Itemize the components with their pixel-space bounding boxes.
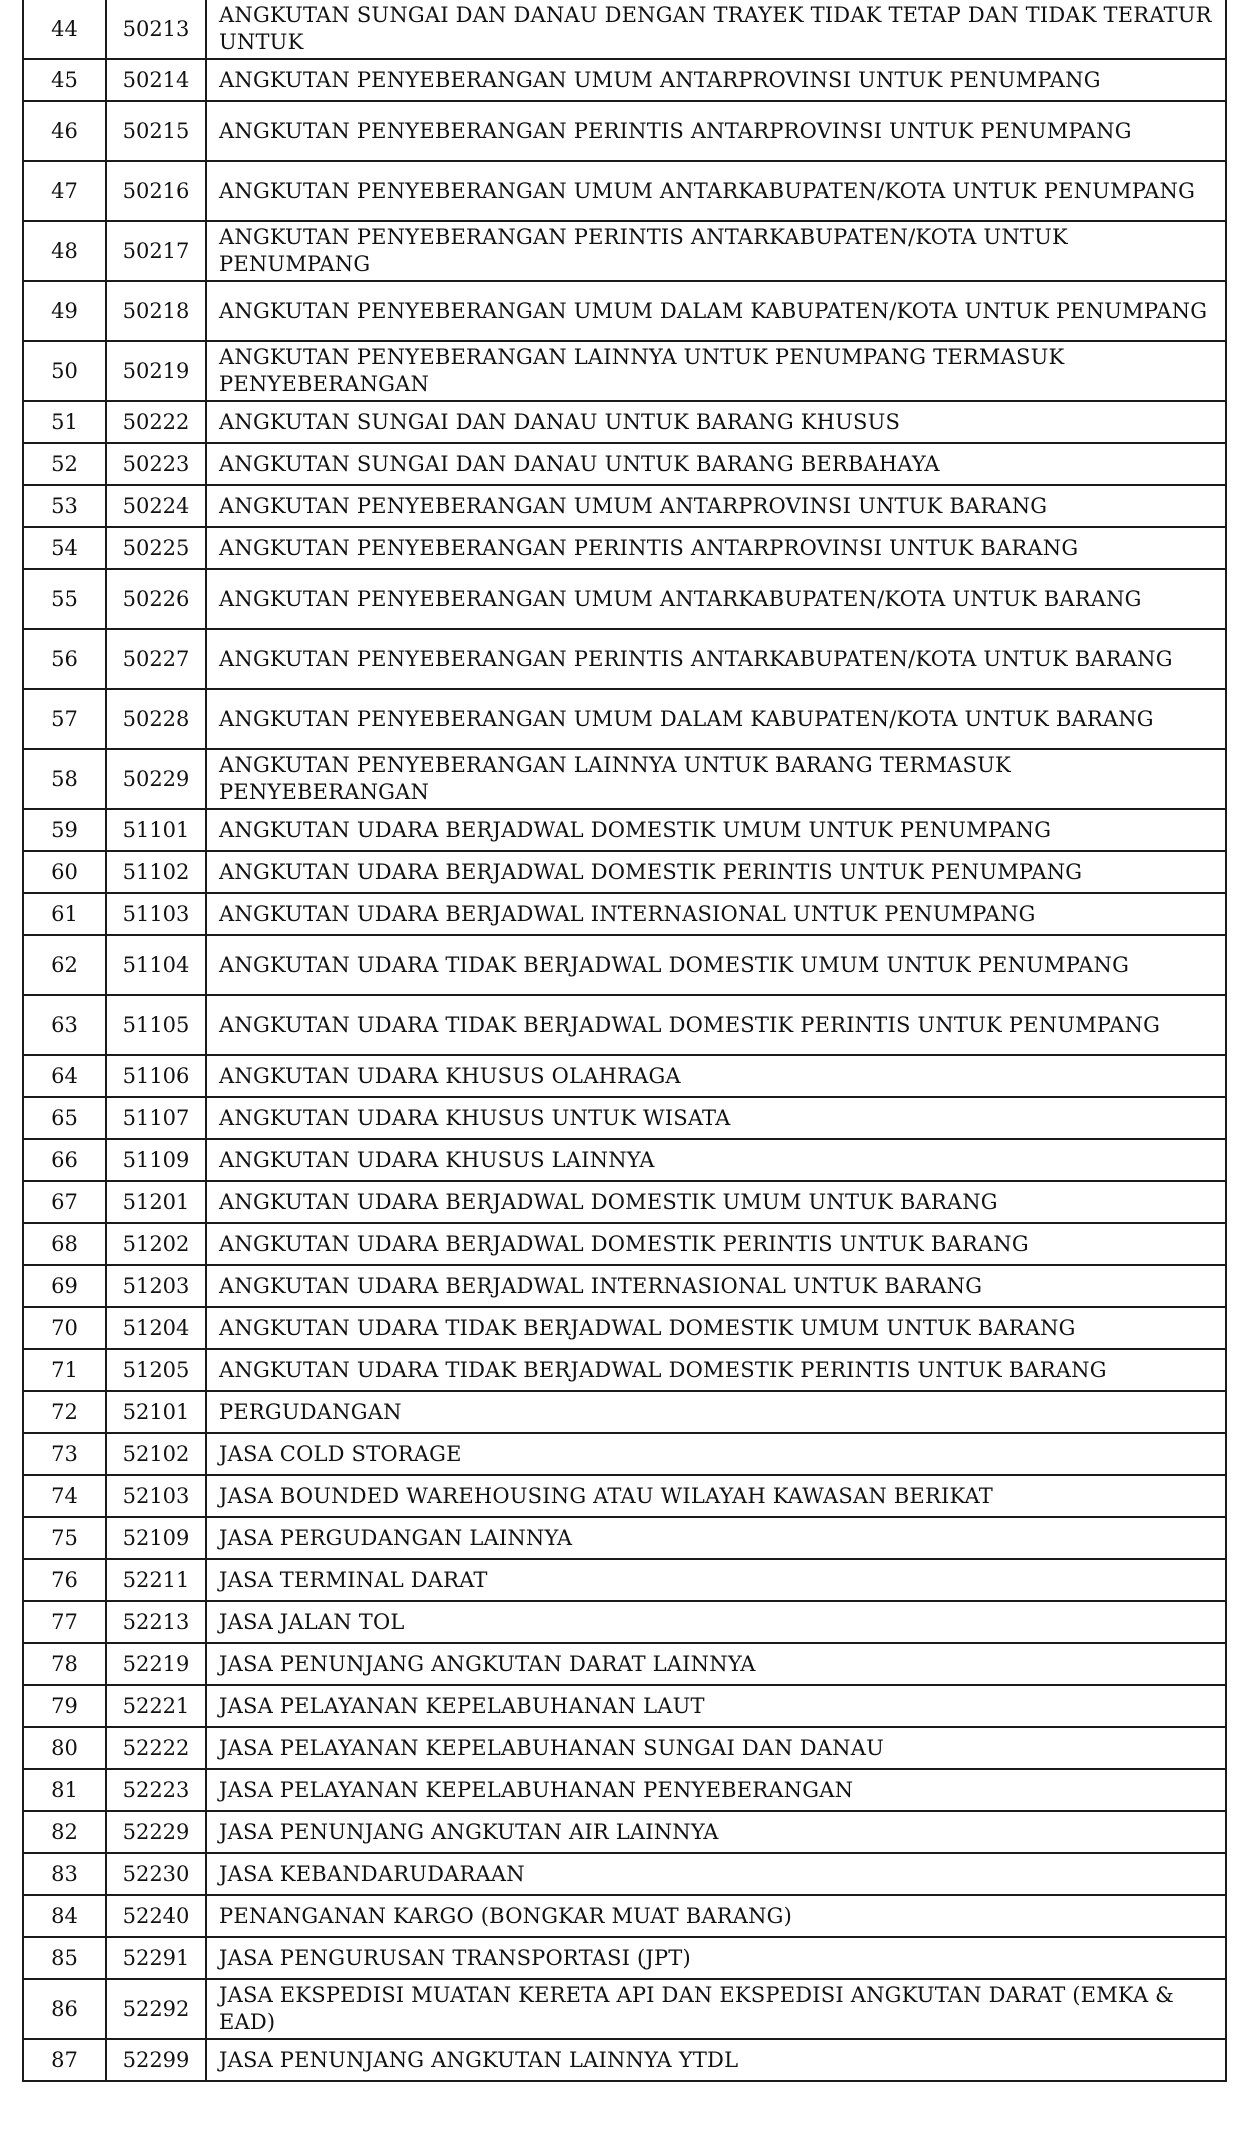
kbli-code-cell: 51203 xyxy=(106,1265,206,1307)
kbli-code-cell: 50227 xyxy=(106,629,206,689)
description-cell: ANGKUTAN PENYEBERANGAN UMUM ANTARPROVINSI UNTUK PENUMPANG xyxy=(206,59,1226,101)
description-cell: ANGKUTAN UDARA BERJADWAL DOMESTIK UMUM UNTUK BARANG xyxy=(206,1181,1226,1223)
description-cell: JASA KEBANDARUDARAAN xyxy=(206,1853,1226,1895)
table-row xyxy=(23,1307,1226,1349)
row-number-cell: 59 xyxy=(23,809,106,851)
description-cell: JASA PELAYANAN KEPELABUHANAN SUNGAI DAN DANAU xyxy=(206,1727,1226,1769)
description-cell: ANGKUTAN PENYEBERANGAN PERINTIS ANTARPROVINSI UNTUK BARANG xyxy=(206,527,1226,569)
description-cell: ANGKUTAN PENYEBERANGAN PERINTIS ANTARKABUPATEN/KOTA UNTUK PENUMPANG xyxy=(206,221,1226,281)
kbli-code-cell: 50223 xyxy=(106,443,206,485)
kbli-code-cell: 52219 xyxy=(106,1643,206,1685)
description-cell: ANGKUTAN UDARA TIDAK BERJADWAL DOMESTIK PERINTIS UNTUK PENUMPANG xyxy=(206,995,1226,1055)
description-cell: ANGKUTAN PENYEBERANGAN LAINNYA UNTUK BARANG TERMASUK PENYEBERANGAN xyxy=(206,749,1226,809)
kbli-code-cell: 52240 xyxy=(106,1895,206,1937)
kbli-code-cell: 51105 xyxy=(106,995,206,1055)
description-cell: JASA PERGUDANGAN LAINNYA xyxy=(206,1517,1226,1559)
row-number-cell: 49 xyxy=(23,281,106,341)
description-cell: ANGKUTAN PENYEBERANGAN UMUM DALAM KABUPATEN/KOTA UNTUK PENUMPANG xyxy=(206,281,1226,341)
kbli-code-cell: 52229 xyxy=(106,1811,206,1853)
description-cell: ANGKUTAN SUNGAI DAN DANAU DENGAN TRAYEK TIDAK TETAP DAN TIDAK TERATUR UNTUK xyxy=(206,0,1226,59)
kbli-code-cell: 52292 xyxy=(106,1979,206,2039)
description-cell: ANGKUTAN UDARA KHUSUS UNTUK WISATA xyxy=(206,1097,1226,1139)
kbli-code-cell: 52211 xyxy=(106,1559,206,1601)
row-number-cell: 81 xyxy=(23,1769,106,1811)
table-row xyxy=(23,485,1226,527)
description-cell: ANGKUTAN UDARA BERJADWAL INTERNASIONAL UNTUK PENUMPANG xyxy=(206,893,1226,935)
row-number-cell: 55 xyxy=(23,569,106,629)
row-number-cell: 69 xyxy=(23,1265,106,1307)
description-cell: JASA TERMINAL DARAT xyxy=(206,1559,1226,1601)
table-row xyxy=(23,1853,1226,1895)
kbli-code-cell: 52103 xyxy=(106,1475,206,1517)
table-row xyxy=(23,59,1226,101)
kbli-code-cell: 51204 xyxy=(106,1307,206,1349)
kbli-code-cell: 52101 xyxy=(106,1391,206,1433)
kbli-code-cell: 51103 xyxy=(106,893,206,935)
kbli-code-cell: 50217 xyxy=(106,221,206,281)
table-row xyxy=(23,1097,1226,1139)
table-row xyxy=(23,1475,1226,1517)
kbli-code-cell: 52109 xyxy=(106,1517,206,1559)
kbli-code-cell: 50228 xyxy=(106,689,206,749)
row-number-cell: 57 xyxy=(23,689,106,749)
table-row xyxy=(23,221,1226,281)
kbli-code-cell: 50226 xyxy=(106,569,206,629)
table-row xyxy=(23,1265,1226,1307)
table-row xyxy=(23,569,1226,629)
row-number-cell: 58 xyxy=(23,749,106,809)
row-number-cell: 72 xyxy=(23,1391,106,1433)
row-number-cell: 70 xyxy=(23,1307,106,1349)
row-number-cell: 61 xyxy=(23,893,106,935)
row-number-cell: 87 xyxy=(23,2039,106,2081)
table-row xyxy=(23,893,1226,935)
table-row xyxy=(23,2039,1226,2081)
row-number-cell: 83 xyxy=(23,1853,106,1895)
table-row xyxy=(23,161,1226,221)
kbli-code-cell: 52299 xyxy=(106,2039,206,2081)
row-number-cell: 50 xyxy=(23,341,106,401)
kbli-code-cell: 50213 xyxy=(106,0,206,59)
table-row xyxy=(23,0,1226,59)
table-row xyxy=(23,1559,1226,1601)
row-number-cell: 63 xyxy=(23,995,106,1055)
table-row xyxy=(23,527,1226,569)
table-row xyxy=(23,1055,1226,1097)
kbli-code-cell: 52230 xyxy=(106,1853,206,1895)
table-row xyxy=(23,101,1226,161)
kbli-code-cell: 51104 xyxy=(106,935,206,995)
description-cell: ANGKUTAN PENYEBERANGAN LAINNYA UNTUK PENUMPANG TERMASUK PENYEBERANGAN xyxy=(206,341,1226,401)
table-row xyxy=(23,851,1226,893)
table-row xyxy=(23,1895,1226,1937)
table-row xyxy=(23,749,1226,809)
description-cell: JASA PELAYANAN KEPELABUHANAN PENYEBERANGAN xyxy=(206,1769,1226,1811)
table-row xyxy=(23,689,1226,749)
table-row xyxy=(23,935,1226,995)
kbli-code-cell: 51102 xyxy=(106,851,206,893)
row-number-cell: 79 xyxy=(23,1685,106,1727)
table-row xyxy=(23,995,1226,1055)
description-cell: JASA PENUNJANG ANGKUTAN AIR LAINNYA xyxy=(206,1811,1226,1853)
description-cell: PENANGANAN KARGO (BONGKAR MUAT BARANG) xyxy=(206,1895,1226,1937)
table-row xyxy=(23,1979,1226,2039)
row-number-cell: 86 xyxy=(23,1979,106,2039)
row-number-cell: 77 xyxy=(23,1601,106,1643)
row-number-cell: 75 xyxy=(23,1517,106,1559)
kbli-code-cell: 50218 xyxy=(106,281,206,341)
row-number-cell: 78 xyxy=(23,1643,106,1685)
table-row xyxy=(23,1727,1226,1769)
row-number-cell: 66 xyxy=(23,1139,106,1181)
table-row xyxy=(23,1601,1226,1643)
table-row xyxy=(23,1517,1226,1559)
description-cell: JASA PENGURUSAN TRANSPORTASI (JPT) xyxy=(206,1937,1226,1979)
table-row xyxy=(23,341,1226,401)
row-number-cell: 47 xyxy=(23,161,106,221)
description-cell: ANGKUTAN UDARA BERJADWAL DOMESTIK UMUM UNTUK PENUMPANG xyxy=(206,809,1226,851)
row-number-cell: 54 xyxy=(23,527,106,569)
description-cell: JASA PENUNJANG ANGKUTAN LAINNYA YTDL xyxy=(206,2039,1226,2081)
kbli-code-cell: 50214 xyxy=(106,59,206,101)
description-cell: PERGUDANGAN xyxy=(206,1391,1226,1433)
row-number-cell: 53 xyxy=(23,485,106,527)
kbli-code-cell: 50222 xyxy=(106,401,206,443)
row-number-cell: 51 xyxy=(23,401,106,443)
table-row xyxy=(23,1139,1226,1181)
kbli-code-cell: 52102 xyxy=(106,1433,206,1475)
row-number-cell: 52 xyxy=(23,443,106,485)
table-row xyxy=(23,1769,1226,1811)
table-row xyxy=(23,1811,1226,1853)
description-cell: JASA PELAYANAN KEPELABUHANAN LAUT xyxy=(206,1685,1226,1727)
row-number-cell: 76 xyxy=(23,1559,106,1601)
description-cell: ANGKUTAN UDARA TIDAK BERJADWAL DOMESTIK PERINTIS UNTUK BARANG xyxy=(206,1349,1226,1391)
table-row xyxy=(23,1349,1226,1391)
table-row xyxy=(23,809,1226,851)
description-cell: ANGKUTAN PENYEBERANGAN PERINTIS ANTARKABUPATEN/KOTA UNTUK BARANG xyxy=(206,629,1226,689)
kbli-code-cell: 52213 xyxy=(106,1601,206,1643)
row-number-cell: 84 xyxy=(23,1895,106,1937)
row-number-cell: 73 xyxy=(23,1433,106,1475)
table-row xyxy=(23,1643,1226,1685)
description-cell: ANGKUTAN UDARA KHUSUS OLAHRAGA xyxy=(206,1055,1226,1097)
row-number-cell: 74 xyxy=(23,1475,106,1517)
description-cell: JASA COLD STORAGE xyxy=(206,1433,1226,1475)
description-cell: ANGKUTAN UDARA TIDAK BERJADWAL DOMESTIK UMUM UNTUK PENUMPANG xyxy=(206,935,1226,995)
description-cell: ANGKUTAN PENYEBERANGAN UMUM ANTARKABUPATEN/KOTA UNTUK PENUMPANG xyxy=(206,161,1226,221)
table-row xyxy=(23,281,1226,341)
table-row xyxy=(23,443,1226,485)
description-cell: ANGKUTAN PENYEBERANGAN UMUM DALAM KABUPATEN/KOTA UNTUK BARANG xyxy=(206,689,1226,749)
table-row xyxy=(23,629,1226,689)
table-body xyxy=(23,0,1226,2081)
description-cell: ANGKUTAN SUNGAI DAN DANAU UNTUK BARANG BERBAHAYA xyxy=(206,443,1226,485)
row-number-cell: 48 xyxy=(23,221,106,281)
row-number-cell: 45 xyxy=(23,59,106,101)
description-cell: JASA JALAN TOL xyxy=(206,1601,1226,1643)
row-number-cell: 82 xyxy=(23,1811,106,1853)
description-cell: ANGKUTAN UDARA TIDAK BERJADWAL DOMESTIK UMUM UNTUK BARANG xyxy=(206,1307,1226,1349)
description-cell: ANGKUTAN PENYEBERANGAN PERINTIS ANTARPROVINSI UNTUK PENUMPANG xyxy=(206,101,1226,161)
kbli-code-cell: 51101 xyxy=(106,809,206,851)
row-number-cell: 80 xyxy=(23,1727,106,1769)
description-cell: ANGKUTAN PENYEBERANGAN UMUM ANTARKABUPATEN/KOTA UNTUK BARANG xyxy=(206,569,1226,629)
table-row xyxy=(23,1937,1226,1979)
row-number-cell: 56 xyxy=(23,629,106,689)
kbli-code-cell: 52223 xyxy=(106,1769,206,1811)
row-number-cell: 60 xyxy=(23,851,106,893)
description-cell: ANGKUTAN UDARA BERJADWAL INTERNASIONAL UNTUK BARANG xyxy=(206,1265,1226,1307)
row-number-cell: 68 xyxy=(23,1223,106,1265)
description-cell: ANGKUTAN UDARA BERJADWAL DOMESTIK PERINTIS UNTUK PENUMPANG xyxy=(206,851,1226,893)
description-cell: JASA PENUNJANG ANGKUTAN DARAT LAINNYA xyxy=(206,1643,1226,1685)
kbli-code-cell: 51205 xyxy=(106,1349,206,1391)
description-cell: JASA EKSPEDISI MUATAN KERETA API DAN EKSPEDISI ANGKUTAN DARAT (EMKA & EAD) xyxy=(206,1979,1226,2039)
table-row xyxy=(23,1391,1226,1433)
description-cell: JASA BOUNDED WAREHOUSING ATAU WILAYAH KAWASAN BERIKAT xyxy=(206,1475,1226,1517)
kbli-code-cell: 50216 xyxy=(106,161,206,221)
kbli-code-cell: 50225 xyxy=(106,527,206,569)
kbli-code-cell: 52291 xyxy=(106,1937,206,1979)
row-number-cell: 46 xyxy=(23,101,106,161)
description-cell: ANGKUTAN SUNGAI DAN DANAU UNTUK BARANG KHUSUS xyxy=(206,401,1226,443)
kbli-code-cell: 51201 xyxy=(106,1181,206,1223)
table-row xyxy=(23,1433,1226,1475)
kbli-code-cell: 51109 xyxy=(106,1139,206,1181)
kbli-code-cell: 50224 xyxy=(106,485,206,527)
table-row xyxy=(23,1685,1226,1727)
description-cell: ANGKUTAN UDARA KHUSUS LAINNYA xyxy=(206,1139,1226,1181)
table-row xyxy=(23,1181,1226,1223)
kbli-code-cell: 51106 xyxy=(106,1055,206,1097)
row-number-cell: 64 xyxy=(23,1055,106,1097)
row-number-cell: 44 xyxy=(23,0,106,59)
kbli-code-cell: 50219 xyxy=(106,341,206,401)
row-number-cell: 67 xyxy=(23,1181,106,1223)
row-number-cell: 62 xyxy=(23,935,106,995)
kbli-code-cell: 52221 xyxy=(106,1685,206,1727)
table-row xyxy=(23,401,1226,443)
kbli-code-cell: 50229 xyxy=(106,749,206,809)
description-cell: ANGKUTAN PENYEBERANGAN UMUM ANTARPROVINSI UNTUK BARANG xyxy=(206,485,1226,527)
kbli-table xyxy=(22,0,1227,2082)
kbli-code-cell: 52222 xyxy=(106,1727,206,1769)
kbli-code-cell: 50215 xyxy=(106,101,206,161)
row-number-cell: 71 xyxy=(23,1349,106,1391)
kbli-code-cell: 51107 xyxy=(106,1097,206,1139)
row-number-cell: 65 xyxy=(23,1097,106,1139)
row-number-cell: 85 xyxy=(23,1937,106,1979)
kbli-code-cell: 51202 xyxy=(106,1223,206,1265)
table-row xyxy=(23,1223,1226,1265)
description-cell: ANGKUTAN UDARA BERJADWAL DOMESTIK PERINTIS UNTUK BARANG xyxy=(206,1223,1226,1265)
